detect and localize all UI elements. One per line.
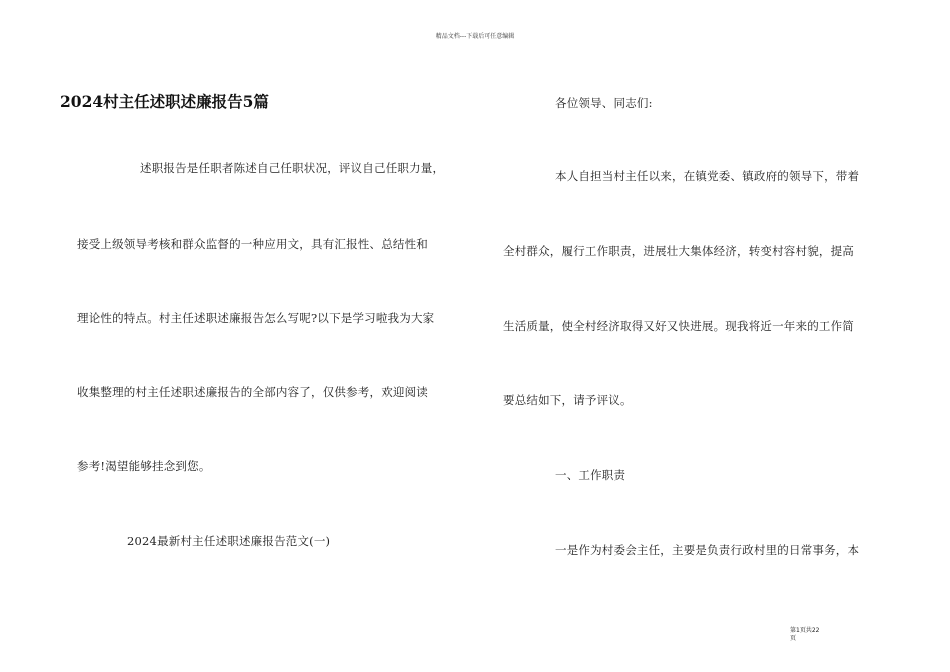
right-line-1: 各位领导、同志们: bbox=[555, 96, 653, 110]
right-line-3: 全村群众，履行工作职责，进展壮大集体经济，转变村容村貌，提高 bbox=[503, 244, 854, 258]
left-line-5: 参考!渴望能够挂念到您。 bbox=[77, 459, 211, 473]
left-line-2: 接受上级领导考核和群众监督的一种应用文，具有汇报性、总结性和 bbox=[77, 237, 428, 251]
page-number bbox=[790, 627, 830, 643]
right-line-5: 要总结如下，请予评议。 bbox=[503, 393, 632, 407]
page-number-line-2: 页 bbox=[790, 635, 797, 642]
right-line-2: 本人自担当村主任以来，在镇党委、镇政府的领导下，带着 bbox=[555, 169, 860, 183]
right-line-7: 一是作为村委会主任，主要是负责行政村里的日常事务，本 bbox=[555, 543, 860, 557]
document-title: 2024村主任述职述廉报告5篇 bbox=[60, 92, 269, 111]
header-note: 精品文档---下载后可任意编辑 bbox=[435, 33, 515, 40]
left-line-3: 理论性的特点。村主任述职述廉报告怎么写呢?以下是学习啦我为大家 bbox=[77, 311, 435, 325]
left-subheading: 2024最新村主任述职述廉报告范文(一) bbox=[127, 534, 331, 548]
left-line-4: 收集整理的村主任述职述廉报告的全部内容了，仅供参考，欢迎阅读 bbox=[77, 385, 428, 399]
page-number-line-1: 第1页共22 bbox=[790, 627, 820, 634]
right-line-4: 生活质量，使全村经济取得又好又快进展。现我将近一年来的工作简 bbox=[503, 319, 854, 333]
right-section-heading: 一、工作职责 bbox=[555, 468, 626, 482]
left-line-1: 述职报告是任职者陈述自己任职状况，评议自己任职力量， bbox=[140, 161, 445, 175]
